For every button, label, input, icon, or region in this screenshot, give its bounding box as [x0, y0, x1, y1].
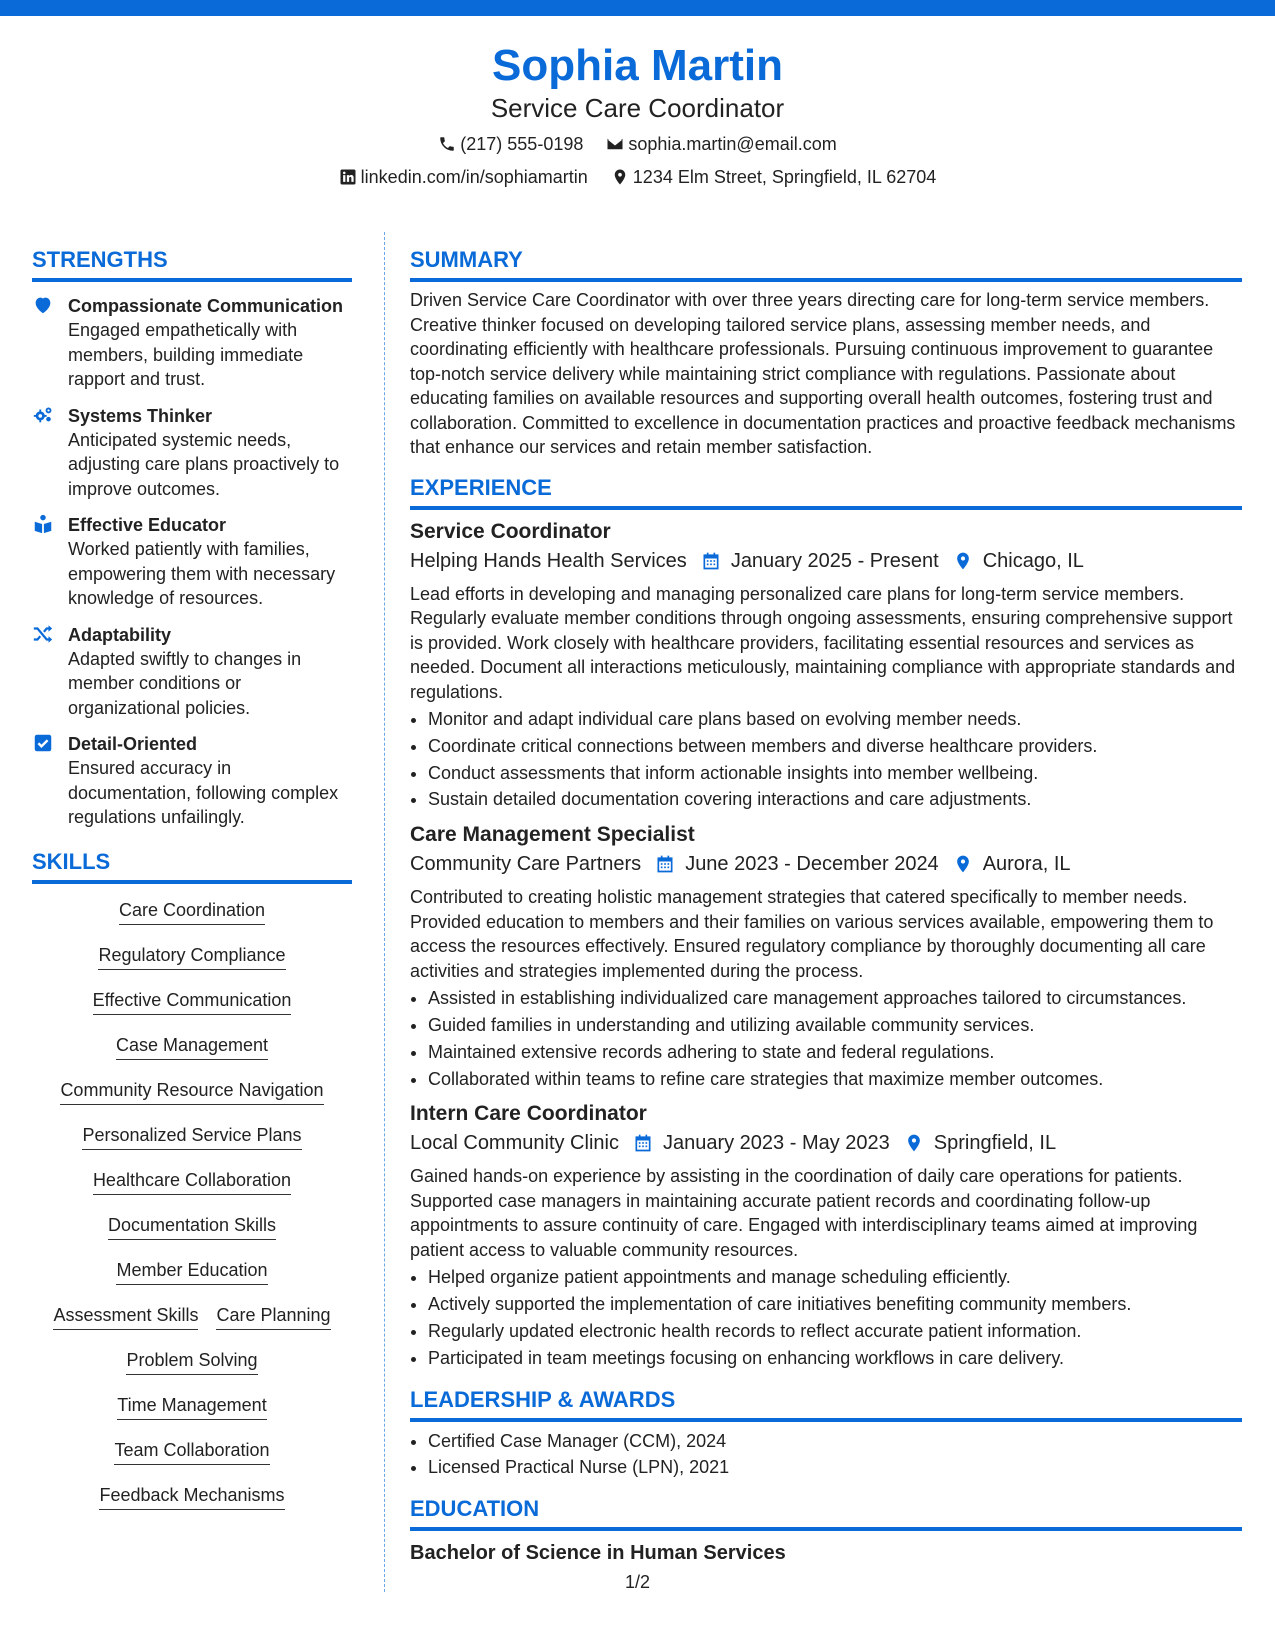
strength-desc: Adapted swiftly to changes in member conditions or organizational policies. [68, 648, 302, 718]
strength-desc: Worked patiently with families, empowering them with necessary knowledge of resources. [68, 539, 336, 608]
list-item: • Regularly updated electronic health records to reflect accurate patient information. [428, 1318, 1242, 1345]
skill-tag: Documentation Skills [108, 1213, 276, 1240]
job-dates: January 2025 - Present [730, 549, 939, 572]
strength-title: Compassionate Communication [68, 296, 344, 316]
strength-item [32, 623, 352, 721]
job-title: Service Coordinator [410, 519, 611, 543]
linkedin-icon [339, 168, 357, 186]
map-pin-icon [904, 1133, 924, 1153]
phone-contact [438, 132, 583, 156]
candidate-title: Service Care Coordinator [490, 93, 785, 123]
list-item: • Maintained extensive records adhering to state and federal regulations. [428, 1039, 1242, 1066]
email-contact[interactable] [606, 132, 836, 156]
summary-section [410, 246, 1242, 460]
job-meta [410, 849, 1242, 879]
left-column [32, 246, 352, 1528]
job-meta [410, 1128, 1242, 1158]
skill-tag: Time Management [117, 1393, 266, 1420]
job-company: Helping Hands Health Services [410, 549, 687, 572]
list-item: • Licensed Practical Nurse (LPN), 2021 [428, 1454, 1242, 1481]
summary-text: Driven Service Care Coordinator with over three years directing care for long-term service members. Creative thinker focused on developing tailored service plans, assessing member needs, and coordinating efficiently with healthcare professionals. Pursuing continuous improvement to guarantee top-notch service delivery while maintaining strict compliance with regulations. Passionate about educating families on available resources and supporting overall health outcomes, fostering trust and collaboration. Committed to excellence in documentation practices and proactive feedback mechanisms that enhance our services and retain member satisfaction. [410, 290, 1236, 457]
experience-heading: EXPERIENCE [410, 474, 1242, 510]
strengths-section [32, 246, 352, 830]
job-title: Intern Care Coordinator [410, 1102, 647, 1126]
strength-item [32, 294, 352, 392]
education-heading: EDUCATION [410, 1495, 1242, 1531]
book-reader-icon [32, 513, 54, 535]
job-location: Springfield, IL [933, 1132, 1057, 1155]
job-entry [410, 518, 1242, 814]
job-meta [410, 546, 1242, 576]
strength-desc: Ensured accuracy in documentation, following complex regulations unfailingly. [68, 758, 339, 827]
address-contact [611, 165, 937, 189]
strength-title: Systems Thinker [68, 405, 213, 426]
checkbox-icon [32, 732, 54, 754]
job-bullets [410, 1264, 1242, 1371]
skills-list [32, 898, 352, 1528]
heart-icon [32, 294, 54, 316]
map-pin-icon [953, 854, 973, 874]
calendar-icon [633, 1133, 653, 1153]
job-entry [410, 1100, 1242, 1371]
job-dates: June 2023 - December 2024 [685, 853, 939, 876]
skill-tag: Effective Communication [93, 988, 292, 1015]
strength-item [32, 513, 352, 611]
linkedin-contact[interactable] [339, 165, 588, 189]
list-item: • Actively supported the implementation of care initiatives benefiting community members. [428, 1291, 1242, 1318]
summary-heading: SUMMARY [410, 246, 1242, 282]
job-dates: January 2023 - May 2023 [662, 1132, 890, 1155]
skill-tag: Regulatory Compliance [98, 943, 285, 970]
strength-item [32, 404, 352, 502]
phone-icon [438, 135, 456, 153]
awards-section [410, 1386, 1242, 1482]
address-text: 1234 Elm Street, Springfield, IL 62704 [632, 167, 937, 187]
job-bullets [410, 706, 1242, 813]
resume-header [0, 40, 1275, 192]
strengths-heading: STRENGTHS [32, 246, 352, 282]
skill-tag: Assessment Skills [53, 1303, 198, 1330]
list-item: • Monitor and adapt individual care plans based on evolving member needs. [428, 706, 1242, 733]
experience-section [410, 474, 1242, 1372]
skill-tag: Member Education [116, 1258, 267, 1285]
skills-section [32, 848, 352, 1528]
list-item: • Conduct assessments that inform actionable insights into member wellbeing. [428, 760, 1242, 787]
list-item: • Helped organize patient appointments and manage scheduling efficiently. [428, 1264, 1242, 1291]
phone-text: (217) 555-0198 [460, 134, 584, 154]
list-item: • Guided families in understanding and utilizing available community services. [428, 1012, 1242, 1039]
education-section [410, 1495, 1242, 1567]
contact-row-2 [0, 165, 1275, 192]
job-company: Local Community Clinic [410, 1132, 619, 1155]
list-item: • Assisted in establishing individualized care management approaches tailored to circumstances. [428, 985, 1242, 1012]
skill-tag: Healthcare Collaboration [93, 1168, 291, 1195]
strength-title: Effective Educator [68, 515, 227, 535]
list-item: • Sustain detailed documentation covering interactions and care adjustments. [428, 786, 1242, 813]
email-text: sophia.martin@email.com [628, 134, 837, 154]
skill-tag: Personalized Service Plans [82, 1123, 301, 1150]
skill-tag: Feedback Mechanisms [99, 1483, 284, 1510]
shuffle-icon [32, 623, 54, 645]
awards-list [410, 1428, 1242, 1482]
strength-desc: Engaged empathetically with members, building immediate rapport and trust. [68, 320, 304, 389]
right-column [410, 246, 1242, 1581]
strength-desc: Anticipated systemic needs, adjusting care plans proactively to improve outcomes. [68, 429, 340, 499]
skill-tag: Case Management [116, 1033, 268, 1060]
skill-tag: Care Planning [216, 1303, 330, 1330]
candidate-name: Sophia Martin [492, 41, 783, 90]
list-item: • Participated in team meetings focusing on enhancing workflows in care delivery. [428, 1345, 1242, 1372]
list-item: • Certified Case Manager (CCM), 2024 [428, 1428, 1242, 1455]
contact-row-1 [0, 132, 1275, 159]
page-number: 1/2 [624, 1572, 651, 1592]
list-item: • Coordinate critical connections between members and diverse healthcare providers. [428, 733, 1242, 760]
job-company: Community Care Partners [410, 853, 642, 876]
strength-title: Detail-Oriented [68, 734, 198, 754]
envelope-icon [606, 135, 624, 153]
top-accent-bar [0, 0, 1275, 16]
skill-tag: Problem Solving [126, 1348, 257, 1375]
calendar-icon [655, 854, 675, 874]
strength-item [32, 732, 352, 830]
map-pin-icon [953, 551, 973, 571]
job-description: Lead efforts in developing and managing personalized care plans for long-term service members. Regularly evaluate member conditions through ongoing assessments, ensuring comprehensive support is provided. Work closely with healthcare providers, facilitating essential resources and services as needed. Document all interactions meticulously, maintaining compliance with appropriate standards and regulations. [410, 583, 1236, 702]
skill-tag: Team Collaboration [114, 1438, 269, 1465]
job-location: Aurora, IL [982, 853, 1071, 876]
job-entry [410, 821, 1242, 1092]
list-item: • Collaborated within teams to refine care strategies that maximize member outcomes. [428, 1066, 1242, 1093]
skill-tag: Care Coordination [119, 898, 265, 925]
map-pin-icon [611, 168, 629, 186]
linkedin-text: linkedin.com/in/sophiamartin [360, 167, 588, 187]
job-description: Contributed to creating holistic management strategies that catered specifically to member needs. Provided education to members and their families on various services available, empowering them to access the resources effectively. Ensured regulatory compliance by thoroughly documenting all care activities and strategies implemented during the process. [410, 887, 1214, 981]
job-bullets [410, 985, 1242, 1092]
skill-tag: Community Resource Navigation [60, 1078, 323, 1105]
job-location: Chicago, IL [982, 549, 1084, 572]
skills-heading: SKILLS [32, 848, 352, 884]
job-description: Gained hands-on experience by assisting in the coordination of daily care operations for patients. Supported case managers in maintaining accurate patient records and coordinating follow-up appointments to assure continuity of care. Engaged with interdisciplinary teams aimed at improving patient access to valuable community resources. [410, 1166, 1198, 1260]
column-divider [384, 232, 385, 1592]
degree-title: Bachelor of Science in Human Services [410, 1542, 786, 1565]
awards-heading: LEADERSHIP & AWARDS [410, 1386, 1242, 1422]
strength-title: Adaptability [68, 624, 172, 645]
calendar-icon [701, 551, 721, 571]
job-title: Care Management Specialist [410, 823, 695, 847]
gears-icon [32, 404, 54, 426]
